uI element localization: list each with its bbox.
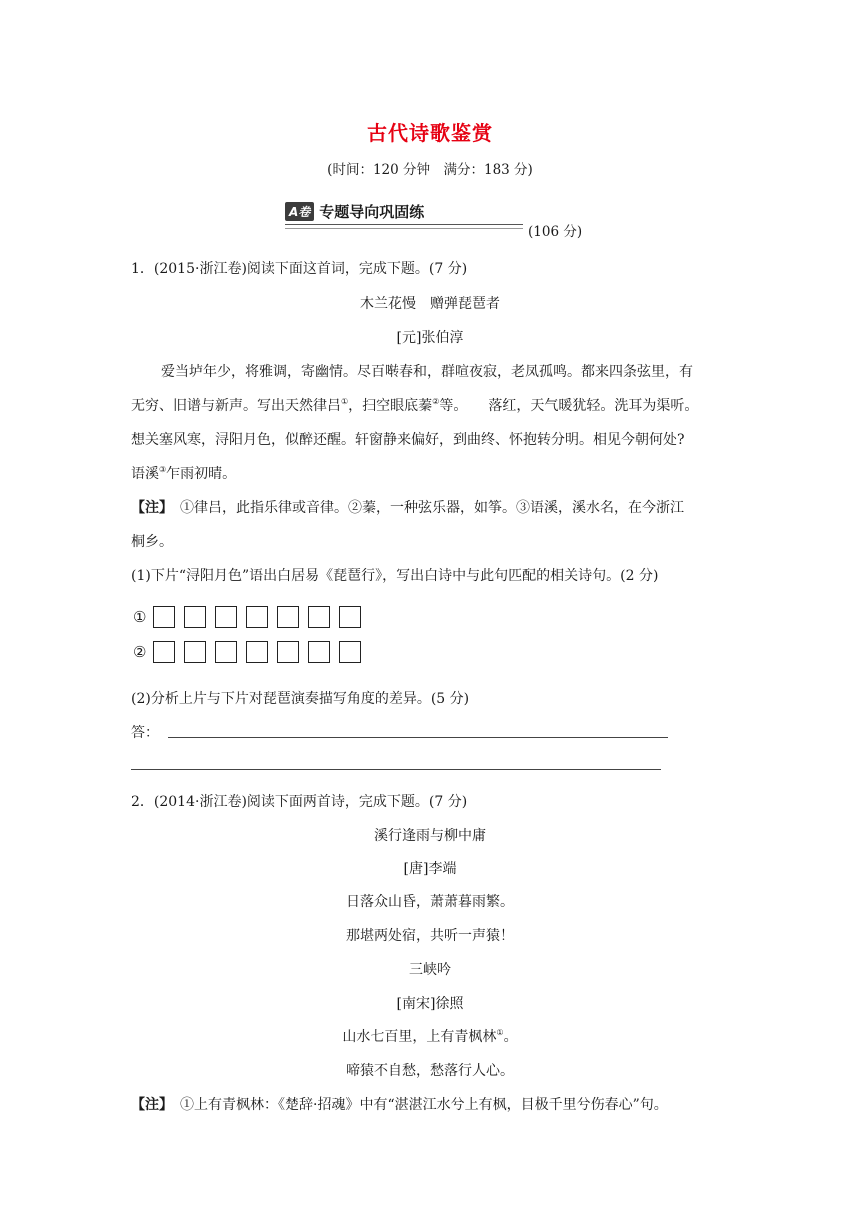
section-underline — [285, 224, 523, 225]
exam-time-info: (时间：120 分钟 满分：183 分) — [327, 162, 533, 178]
q1-note: 【注】 ①律吕，此指乐律或音律。②蓁，一种弦乐器，如筝。③语溪，溪水名，在今浙江 — [131, 500, 684, 516]
answer-box[interactable] — [215, 641, 237, 663]
answer-box[interactable] — [308, 606, 330, 628]
answer-box[interactable] — [277, 606, 299, 628]
answer-box[interactable] — [246, 606, 268, 628]
answer-box[interactable] — [215, 606, 237, 628]
answer-box[interactable] — [246, 641, 268, 663]
answer-box-row: ① — [133, 606, 370, 628]
q2-poem1-line: 日落众山昏，萧萧暮雨繁。 — [346, 894, 514, 910]
answer-label: 答： — [131, 725, 159, 741]
q2-note: 【注】 ①上有青枫林：《楚辞·招魂》中有“湛湛江水兮上有枫，目极千里兮伤春心”句。 — [131, 1097, 668, 1113]
answer-box-row: ② — [133, 641, 370, 663]
answer-box[interactable] — [339, 606, 361, 628]
answer-line[interactable] — [168, 737, 668, 738]
q2-poem2-title: 三峡吟 — [409, 962, 451, 978]
section-tag: A卷 — [285, 202, 314, 221]
answer-box[interactable] — [277, 641, 299, 663]
section-score: (106 分) — [528, 224, 583, 240]
q1-subquestion-2: (2)分析上片与下片对琵琶演奏描写角度的差异。(5 分) — [131, 691, 470, 707]
answer-box[interactable] — [153, 641, 175, 663]
answer-box[interactable] — [308, 641, 330, 663]
q1-poem-line: 无穷、旧谱与新声。写出天然律吕①，扫空眼底蓁②等。 落红，天气暖犹轻。洗耳为渠听。 — [131, 397, 699, 414]
q2-poem1-line: 那堪两处宿，共听一声猿！ — [346, 928, 514, 944]
answer-box[interactable] — [184, 641, 206, 663]
section-underline-thin — [285, 228, 523, 229]
q1-poem-line: 语溪③乍雨初晴。 — [131, 465, 237, 482]
answer-box[interactable] — [184, 606, 206, 628]
q1-poem-line: 爱当垆年少，将雅调，寄幽情。尽百啭春和，群喧夜寂，老凤孤鸣。都来四条弦里，有 — [161, 364, 693, 380]
q1-poem-line: 想关塞风寒，浔阳月色，似醉还醒。轩窗静来偏好，到曲终、怀抱转分明。相见今朝何处? — [131, 432, 685, 448]
section-badge — [285, 201, 424, 222]
q2-poem1-title: 溪行逢雨与柳中庸 — [374, 828, 486, 844]
section-title: 专题导向巩固练 — [319, 203, 425, 221]
q1-note-cont: 桐乡。 — [131, 534, 173, 550]
q2-poem1-author: [唐]李端 — [403, 861, 457, 877]
page-title: 古代诗歌鉴赏 — [367, 121, 493, 145]
q2-stem: 2．(2014·浙江卷)阅读下面两首诗，完成下题。(7 分) — [131, 794, 468, 810]
q1-poem-author: [元]张伯淳 — [396, 330, 464, 346]
q1-stem: 1．(2015·浙江卷)阅读下面这首词，完成下题。(7 分) — [131, 261, 468, 277]
answer-line[interactable] — [131, 769, 661, 770]
q1-poem-title: 木兰花慢 赠弹琵琶者 — [360, 296, 500, 312]
q1-subquestion-1: (1)下片“浔阳月色”语出白居易《琵琶行》，写出白诗中与此句匹配的相关诗句。(2 分) — [131, 568, 659, 584]
q2-poem2-line: 啼猿不自愁，愁落行人心。 — [346, 1063, 514, 1079]
q2-poem2-author: [南宋]徐照 — [396, 996, 464, 1012]
answer-box[interactable] — [339, 641, 361, 663]
q2-poem2-line: 山水七百里，上有青枫林①。 — [342, 1028, 518, 1045]
answer-box[interactable] — [153, 606, 175, 628]
